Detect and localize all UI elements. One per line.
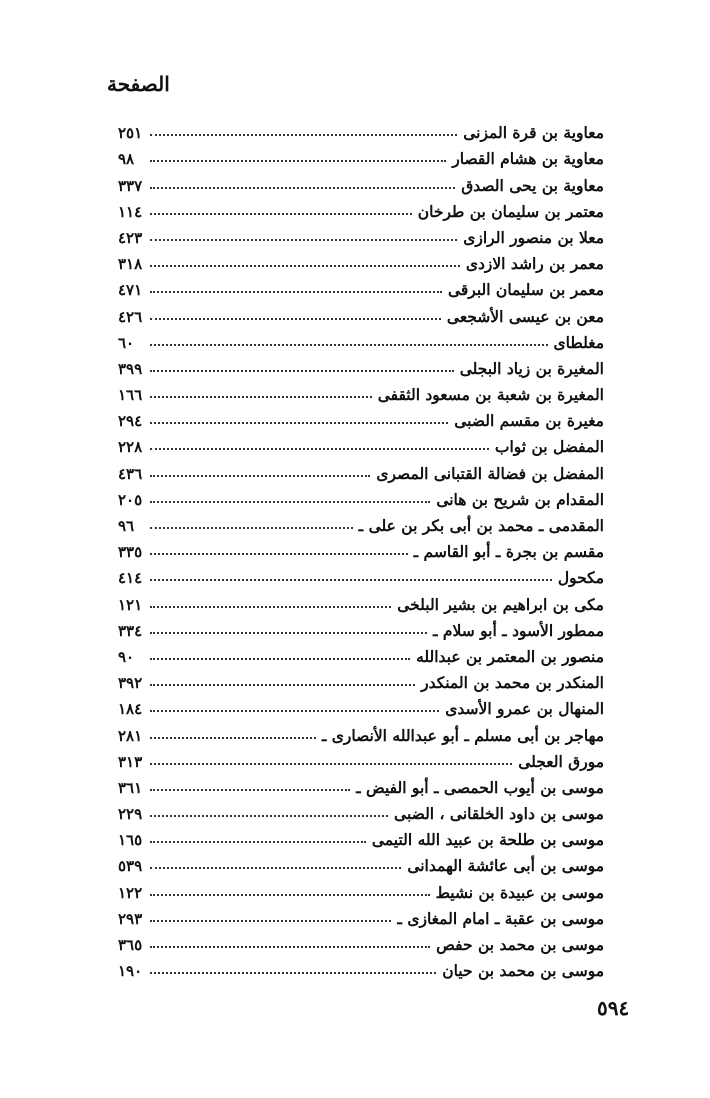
index-entry: [118, 299, 604, 325]
entry-page-number: ٣٦١: [118, 778, 143, 797]
entry-name: منصور بن المعتمر بن عبدالله: [416, 646, 604, 666]
entry-name: موسى بن محمد بن حيان: [442, 961, 604, 981]
index-entry: [118, 195, 604, 221]
entry-name: معمر بن سليمان البرقى: [447, 280, 604, 300]
dot-leader: [150, 894, 430, 896]
entry-page-number: ٢٢٨: [118, 438, 143, 457]
index-entry: [118, 378, 604, 404]
entry-page-number: ٣١٨: [118, 255, 143, 274]
entry-page-number: ٤٢٣: [118, 228, 143, 247]
dot-leader: [150, 501, 430, 503]
dot-leader: [150, 239, 457, 241]
dot-leader: [150, 396, 372, 398]
dot-leader: [150, 632, 427, 634]
entry-name: مغلطاى: [553, 332, 604, 352]
entry-name: مكحول: [557, 568, 604, 588]
entry-page-number: ٢٨١: [118, 726, 143, 745]
dot-leader: [150, 972, 436, 974]
entry-name: معاوية بن هشام القصار: [452, 149, 604, 169]
entry-name: مغيرة بن مقسم الضبى: [454, 411, 604, 431]
entry-name: ممطور الأسود ـ أبو سلام ـ: [432, 620, 604, 640]
entry-name: المغيرة بن زياد البجلى: [459, 358, 604, 378]
entry-name: معاوية بن قرة المزنى: [463, 123, 604, 143]
dot-leader: [150, 606, 391, 608]
index-entry: [118, 797, 604, 823]
entry-name: مورق العجلى: [518, 751, 604, 771]
entry-page-number: ١٢٢: [118, 883, 143, 902]
index-entry: [118, 273, 604, 299]
dot-leader: [150, 475, 370, 477]
dot-leader: [150, 160, 446, 162]
dot-leader: [150, 658, 410, 660]
entry-page-number: ٢٩٤: [118, 412, 143, 431]
entry-name: معمر بن راشد الازدى: [465, 254, 604, 274]
index-entry: [118, 535, 604, 561]
dot-leader: [150, 579, 552, 581]
index-entry: [118, 745, 604, 771]
index-entry: [118, 666, 604, 692]
index-entry: [118, 692, 604, 718]
entry-page-number: ١٨٤: [118, 700, 143, 719]
entry-name: معن بن عيسى الأشجعى: [446, 306, 604, 326]
index-entry: [118, 352, 604, 378]
entry-page-number: ٥٣٩: [118, 857, 143, 876]
page-column-header: الصفحة: [107, 72, 170, 96]
index-entry: [118, 614, 604, 640]
entry-name: موسى بن داود الخلقانى ، الضبى: [394, 804, 604, 824]
dot-leader: [150, 291, 442, 293]
dot-leader: [150, 187, 455, 189]
entry-page-number: ١٢١: [118, 595, 143, 614]
entry-page-number: ٤١٤: [118, 569, 143, 588]
entry-name: موسى بن عبيدة بن نشيط: [435, 882, 604, 902]
entry-name: المنكدر بن محمد بن المنكدر: [421, 673, 604, 693]
entry-name: المفضل بن ثواب: [494, 437, 604, 457]
dot-leader: [150, 867, 401, 869]
entry-page-number: ٦٠: [118, 333, 135, 352]
dot-leader: [150, 841, 366, 843]
dot-leader: [150, 920, 391, 922]
entry-page-number: ٣٩٢: [118, 674, 143, 693]
dot-leader: [150, 422, 448, 424]
entry-page-number: ٩٠: [118, 647, 135, 666]
index-entry: [118, 928, 604, 954]
index-entry: [118, 849, 604, 875]
entry-page-number: ١١٤: [118, 202, 143, 221]
dot-leader: [150, 737, 316, 739]
index-entry: [118, 875, 604, 901]
page-number: ٥٩٤: [597, 996, 630, 1020]
dot-leader: [150, 213, 412, 215]
index-entry: [118, 221, 604, 247]
index-entry: [118, 116, 604, 142]
entry-name: معاوية بن يحى الصدق: [461, 175, 604, 195]
entry-page-number: ٤٣٦: [118, 464, 143, 483]
index-entry: [118, 326, 604, 352]
entry-page-number: ١٦٦: [118, 386, 143, 405]
entry-page-number: ٤٧١: [118, 281, 143, 300]
entry-name: المفضل بن فضالة القتبانى المصرى: [376, 463, 604, 483]
index-entry: [118, 954, 604, 980]
entry-page-number: ٢٢٩: [118, 805, 143, 824]
entry-name: مهاجر بن أبى مسلم ـ أبو عبدالله الأنصارى ـ: [321, 725, 604, 745]
dot-leader: [150, 710, 439, 712]
entry-page-number: ٣٦٥: [118, 936, 143, 954]
entry-page-number: ١٩٠: [118, 962, 143, 981]
dot-leader: [150, 815, 388, 817]
entry-page-number: ٩٨: [118, 150, 135, 169]
entry-page-number: ٣٣٥: [118, 543, 143, 562]
dot-leader: [150, 134, 457, 136]
entry-page-number: ٩٦: [118, 517, 135, 535]
index-entry: [118, 587, 604, 613]
index-entry: [118, 168, 604, 194]
dot-leader: [150, 789, 350, 791]
entry-page-number: ٢٩٣: [118, 909, 143, 928]
entry-page-number: ٣٣٧: [118, 176, 143, 195]
entry-page-number: ٣٩٩: [118, 359, 143, 378]
entry-name: المقدمى ـ محمد بن أبى بكر بن على ـ: [358, 516, 604, 535]
index-entry: [118, 483, 604, 509]
entry-page-number: ٤٢٦: [118, 307, 143, 326]
entry-name: موسى بن طلحة بن عبيد الله التيمى: [371, 830, 604, 850]
entry-page-number: ٢٠٥: [118, 490, 143, 509]
index-entry: [118, 247, 604, 273]
dot-leader: [150, 763, 512, 765]
entry-page-number: ٣١٣: [118, 752, 143, 771]
entry-page-number: ٢٥١: [118, 124, 143, 143]
index-entry: [118, 509, 604, 535]
entry-name: موسى بن أبى عائشة الهمدانى: [407, 856, 604, 876]
index-list: [118, 116, 604, 980]
index-entry: [118, 718, 604, 744]
index-entry: [118, 823, 604, 849]
index-entry: [118, 771, 604, 797]
index-entry: [118, 640, 604, 666]
entry-name: موسى بن محمد بن حفص: [436, 935, 604, 954]
entry-name: المنهال بن عمرو الأسدى: [445, 699, 604, 719]
entry-name: معلا بن منصور الرازى: [463, 227, 604, 247]
entry-name: المقدام بن شريح بن هانى: [436, 489, 604, 509]
dot-leader: [150, 370, 454, 372]
entry-page-number: ١٦٥: [118, 831, 143, 850]
dot-leader: [150, 318, 441, 320]
dot-leader: [150, 344, 548, 346]
index-entry: [118, 902, 604, 928]
index-entry: [118, 142, 604, 168]
index-entry: [118, 456, 604, 482]
index-entry: [118, 404, 604, 430]
entry-name: موسى بن عقبة ـ امام المغازى ـ: [397, 908, 604, 928]
index-entry: [118, 561, 604, 587]
dot-leader: [150, 265, 460, 267]
entry-name: المغيرة بن شعبة بن مسعود الثقفى: [377, 385, 604, 405]
entry-name: معتمر بن سليمان بن طرخان: [417, 201, 604, 221]
entry-name: مكى بن ابراهيم بن بشير البلخى: [397, 594, 604, 614]
dot-leader: [150, 684, 415, 686]
entry-name: موسى بن أيوب الحمصى ـ أبو الفيض ـ: [356, 777, 604, 797]
dot-leader: [150, 946, 430, 948]
entry-page-number: ٣٣٤: [118, 621, 143, 640]
entry-name: مقسم بن بجرة ـ أبو القاسم ـ: [413, 542, 604, 562]
dot-leader: [150, 448, 489, 450]
dot-leader: [150, 527, 353, 529]
index-entry: [118, 430, 604, 456]
dot-leader: [150, 553, 408, 555]
